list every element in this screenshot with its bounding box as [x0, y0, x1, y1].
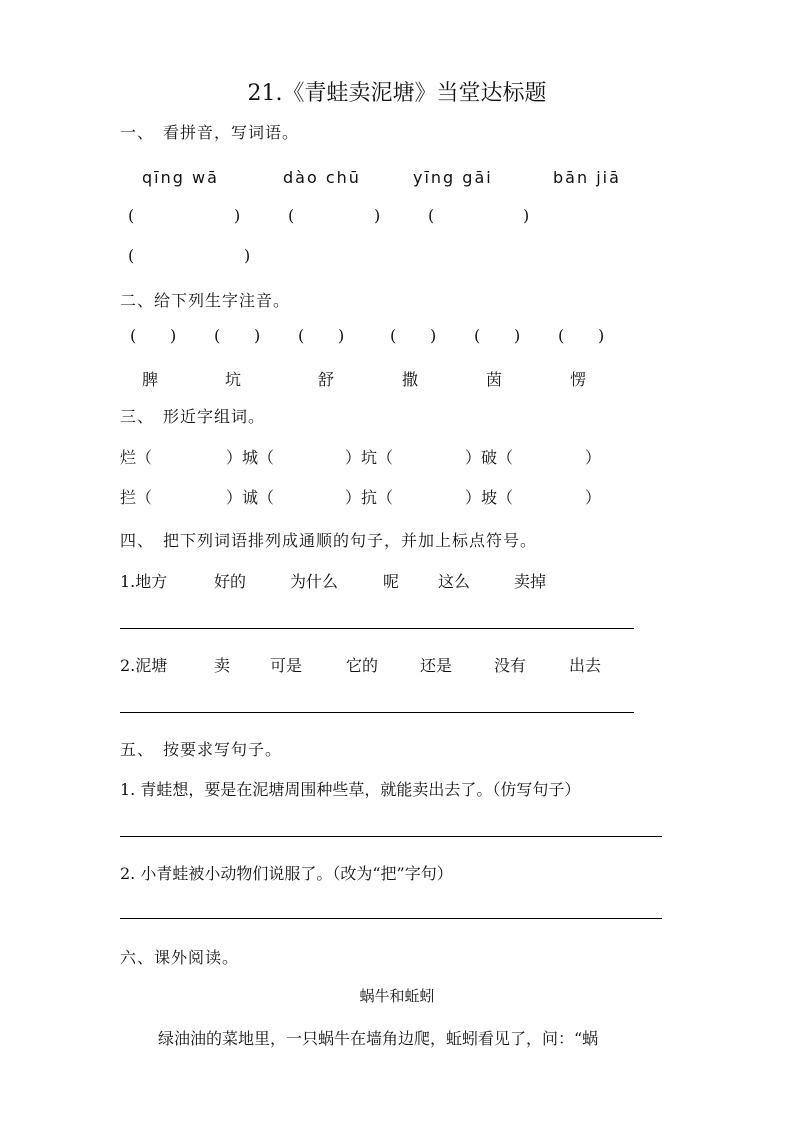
- word-item: 没有: [494, 656, 527, 675]
- answer-paren-open: (: [128, 206, 135, 225]
- answer-paren-open: (: [288, 206, 295, 225]
- character: 坑: [225, 370, 242, 389]
- pinyin-2: dào chū: [283, 168, 361, 187]
- word-item: 卖掉: [514, 572, 547, 591]
- pinyin-4: bān jiā: [553, 168, 621, 187]
- page-title: 21.《青蛙卖泥塘》当堂达标题: [247, 81, 547, 106]
- section-4-heading: 四、 把下列词语排列成通顺的句子，并加上标点符号。: [120, 531, 538, 550]
- answer-paren-close: ): [514, 326, 521, 345]
- answer-paren-open: (: [474, 326, 481, 345]
- question-2: 2. 小青蛙被小动物们说服了。（改为“把”字句）: [120, 864, 453, 883]
- answer-paren-open: (: [214, 326, 221, 345]
- character: 茵: [486, 370, 503, 389]
- answer-paren-close: ): [374, 206, 381, 225]
- answer-paren-close: ): [430, 326, 437, 345]
- word-group: ）城（: [226, 448, 275, 467]
- pinyin-1: qīng wā: [142, 168, 219, 187]
- answer-paren-close: ): [234, 206, 241, 225]
- pinyin-3: yīng gāi: [413, 168, 493, 187]
- word-item: 呢: [383, 572, 400, 591]
- answer-paren-close: ): [254, 326, 261, 345]
- answer-paren-open: (: [390, 326, 397, 345]
- character: 舒: [318, 370, 335, 389]
- section-5-heading: 五、 按要求写句子。: [120, 740, 283, 759]
- word-group: ）抗（: [345, 488, 394, 507]
- section-2-heading: 二、给下列生字注音。: [120, 291, 291, 310]
- word-group: ）: [585, 448, 602, 467]
- answer-paren-open: (: [428, 206, 435, 225]
- word-item: 还是: [420, 656, 453, 675]
- answer-line: [120, 628, 634, 629]
- answer-line: [120, 836, 662, 837]
- character: 脾: [142, 370, 159, 389]
- answer-paren-open: (: [130, 326, 137, 345]
- word-item: 可是: [270, 656, 303, 675]
- word-group: ）诚（: [226, 488, 275, 507]
- word-item: 卖: [214, 656, 231, 675]
- answer-paren-close: ): [598, 326, 605, 345]
- character: 撒: [402, 370, 419, 389]
- answer-paren-open: (: [298, 326, 305, 345]
- answer-paren-close: ): [244, 246, 251, 265]
- word-item: 1.地方: [120, 572, 168, 591]
- answer-paren-close: ): [170, 326, 177, 345]
- story-paragraph: 绿油油的菜地里，一只蜗牛在墙角边爬，蚯蚓看见了，问：“蜗: [158, 1029, 599, 1048]
- word-item: 好的: [214, 572, 247, 591]
- word-group: ）破（: [465, 448, 514, 467]
- story-title: 蜗牛和蚯蚓: [359, 987, 435, 1005]
- word-item: 它的: [346, 656, 379, 675]
- word-group: ）坑（: [345, 448, 394, 467]
- word-group: 烂（: [120, 448, 153, 467]
- answer-line: [120, 918, 662, 919]
- word-item: 为什么: [290, 572, 339, 591]
- word-group: 拦（: [120, 488, 153, 507]
- answer-line: [120, 712, 634, 713]
- word-item: 出去: [569, 656, 602, 675]
- answer-paren-open: (: [128, 246, 135, 265]
- word-item: 2.泥塘: [120, 656, 168, 675]
- answer-paren-close: ): [338, 326, 345, 345]
- character: 愣: [570, 370, 587, 389]
- section-3-heading: 三、 形近字组词。: [120, 407, 266, 426]
- answer-paren-open: (: [558, 326, 565, 345]
- answer-paren-close: ): [523, 206, 530, 225]
- section-6-heading: 六、课外阅读。: [120, 948, 240, 967]
- section-1-heading: 一、 看拼音，写词语。: [120, 123, 300, 142]
- question-1: 1. 青蛙想，要是在泥塘周围种些草，就能卖出去了。（仿写句子）: [120, 780, 581, 799]
- word-group: ）坡（: [465, 488, 514, 507]
- word-item: 这么: [438, 572, 471, 591]
- word-group: ）: [585, 488, 602, 507]
